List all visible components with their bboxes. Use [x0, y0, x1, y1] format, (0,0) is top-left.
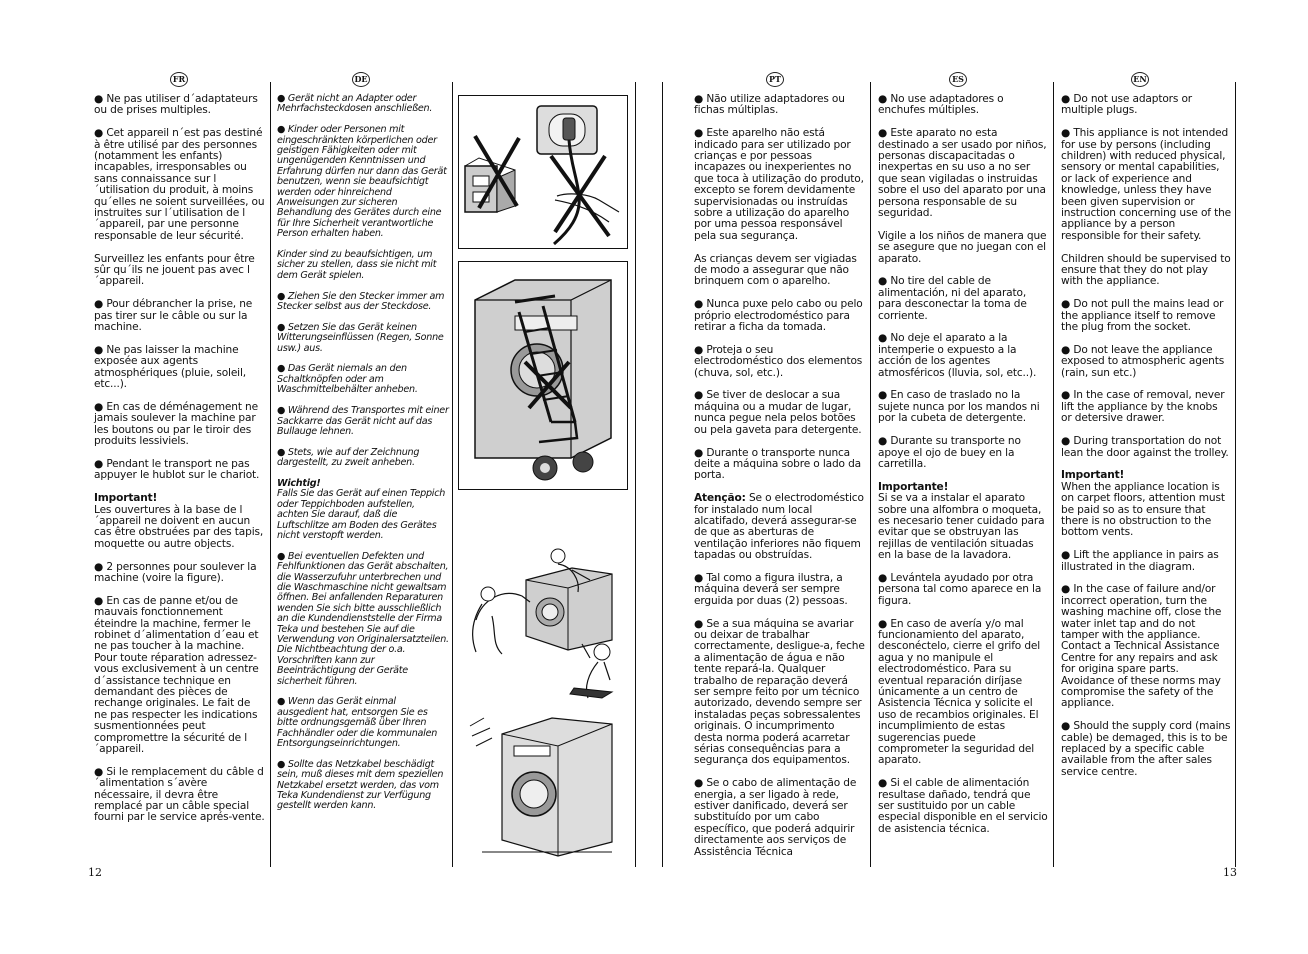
column-divider	[870, 82, 871, 867]
instruction-paragraph	[878, 436, 1048, 470]
paragraph-text: Bei eventuellen Defekten und Fehlfunktionen das Gerät abschalten, die Wasserzufuhr unterbrechen und die Waschmaschine nicht gewaltsam öffnen. Bei anfallenden Reparaturen wenden Sie sich bitte ausschließlich an die Kundendienststelle der Firma Teka und bestehen Sie auf die Verwendung von Originalersatzteilen. Die Nichtbeachtung der o.a. Vorschriften kann zur Beeinträchtigung der Geräte sicherheit führen.	[277, 550, 449, 687]
paragraph-text: Proteja o seu electrodoméstico dos elementos (chuva, sol, etc.).	[694, 343, 863, 379]
paragraph-text: En caso de traslado no la sujete nunca por los mandos ni por la cubeta de detergente.	[878, 389, 1040, 425]
paragraph-text: In the case of failure and/or incorrect operation, turn the washing machine off, close the water inlet tap and do not tamper with the appliance. Contact a Technical Assistance Centre for any repairs and ask for origina spare parts. Avoidance of these norms may compromise the safety of the appliance.	[1061, 583, 1222, 710]
instruction-paragraph	[878, 778, 1048, 835]
paragraph-text: Kinder sind zu beaufsichtigen, um sicher zu stellen, dass sie nicht mit dem Gerät spielen.	[277, 249, 437, 281]
instruction-paragraph	[277, 323, 449, 354]
spanish-column	[878, 94, 1048, 847]
language-badge-es: ES	[949, 72, 967, 87]
paragraph-text: Se o electrodoméstico for instalado num local alcatifado, deverá assegurar-se de que as aberturas de ventilação inferiores não fiquem tapadas ou obstruídas.	[694, 492, 864, 562]
paragraph-text: Tal como a figura ilustra, a máquina deverá ser sempre erguida por duas (2) pessoas.	[694, 571, 848, 607]
important-heading: Important!	[1061, 469, 1125, 482]
instruction-paragraph	[277, 250, 449, 281]
page-number-left: 12	[88, 866, 102, 879]
instruction-paragraph	[277, 479, 449, 541]
paragraph-text: Les ouvertures à la base de l´appareil ne doivent en aucun cas être obstruées par des tapis, moquette ou autre objects.	[94, 503, 264, 550]
instruction-paragraph	[277, 125, 449, 239]
instruction-paragraph	[94, 299, 266, 333]
paragraph-text: During transportation do not lean the door against the trolley.	[1061, 435, 1229, 459]
instruction-paragraph	[94, 493, 266, 550]
english-column	[1061, 94, 1231, 790]
french-column	[94, 94, 266, 835]
instruction-paragraph	[878, 231, 1048, 265]
instruction-paragraph	[878, 619, 1048, 767]
paragraph-text: Se o cabo de alimentação de energia, a ser ligado à rede, estiver danificado, deverá ser substituído por um cabo específico, que poderá adquirir directamente aos serviços de Assistência Técnica	[694, 777, 857, 858]
paragraph-text: Stets, wie auf der Zeichnung dargestellt, zu zweit anheben.	[277, 446, 420, 469]
instruction-paragraph	[878, 276, 1048, 322]
instruction-paragraph	[694, 619, 865, 767]
paragraph-text: 2 personnes pour soulever la machine (voire la figure).	[94, 560, 257, 584]
paragraph-text: Pendant le transport ne pas appuyer le hublot sur le chariot.	[94, 457, 260, 482]
language-badge-en: EN	[1131, 72, 1149, 87]
instruction-paragraph	[1061, 254, 1231, 288]
instruction-paragraph	[1061, 94, 1231, 117]
paragraph-text: No tire del cable de alimentación, ni del aparato, para desconectar la toma de corriente.	[878, 275, 1027, 322]
language-badge-de: DE	[352, 72, 370, 87]
paragraph-text: Setzen Sie das Gerät keinen Witterungseinflüssen (Regen, Sonne usw.) aus.	[277, 321, 444, 354]
paragraph-text: Falls Sie das Gerät auf einen Teppich oder Teppichboden aufstellen, achten Sie darauf, daß die Luftschlitze am Boden des Gerätes nicht verstopft werden.	[277, 488, 446, 541]
instruction-paragraph	[694, 778, 865, 858]
instruction-paragraph	[94, 345, 266, 391]
instruction-paragraph	[694, 94, 865, 117]
paragraph-text: En cas de déménagement ne jamais soulever la machine par les boutons ou par le tiroir des produits lessiviels.	[94, 400, 258, 448]
important-heading: Important!	[94, 492, 158, 505]
german-column	[277, 94, 449, 822]
instruction-paragraph	[878, 333, 1048, 379]
paragraph-text: Se tiver de deslocar a sua máquina ou a mudar de lugar, nunca pegue nela pelos botões ou pela gaveta para detergente.	[694, 389, 862, 436]
important-heading: Wichtig!	[277, 477, 321, 489]
instruction-paragraph	[694, 128, 865, 242]
page-divider	[662, 82, 663, 867]
instruction-paragraph	[878, 390, 1048, 424]
paragraph-text: Levántela ayudado por otra persona tal como aparece en la figura.	[878, 571, 1042, 607]
instruction-paragraph	[277, 448, 449, 469]
instruction-paragraph	[694, 573, 865, 607]
paragraph-text: Sollte das Netzkabel beschädigt sein, muß dieses mit dem speziellen Netzkabel ersetzt werden, das vom Teka Kundendienst zur Verfügung gestellt werden kann.	[277, 758, 444, 812]
paragraph-text: This appliance is not intended for use by persons (including children) with reduced physical, sensory or mental capabilities, or lack of experience and knowledge, unless they have been given supervision or instruction concerning use of the appliance by a person responsible for their safety.	[1061, 127, 1232, 242]
paragraph-text: Ne pas laisser la machine exposée aux agents atmosphériques (pluie, soleil, etc...).	[94, 343, 246, 391]
important-heading: Importante!	[878, 480, 949, 493]
paragraph-text: Während des Transportes mit einer Sackkarre das Gerät nicht auf das Bullauge lehnen.	[277, 405, 449, 437]
instruction-paragraph	[277, 406, 449, 437]
paragraph-text: Este aparelho não está indicado para ser utilizado por crianças e por pessoas incapazes ou inexperientes no que toca à utilização do produto, excepto se forem devidamente supervisionadas ou instruídas sobre a utilização do aparelho por uma pessoa responsável pela sua segurança.	[694, 127, 864, 242]
figure-plug-adapter	[458, 95, 628, 249]
instruction-paragraph	[1061, 721, 1231, 778]
paragraph-text: No deje el aparato a la intemperie o expuesto a la acción de los agentes atmosféricos (lluvia, sol, etc..).	[878, 332, 1037, 379]
instruction-paragraph	[694, 390, 865, 436]
paragraph-text: In the case of removal, never lift the appliance by the knobs or detersive drawer.	[1061, 389, 1225, 425]
instruction-paragraph	[1061, 299, 1231, 333]
paragraph-text: En cas de panne et/ou de mauvais fonctionnement éteindre la machine, fermer le robinet d´alimentation d´eau et ne pas toucher à la machine. Pour toute réparation adressez-vous exclusivement à un centre d´assistance technique en demandant des pièces de rechange originales. Le fait de ne pas respecter les indications susmentionnées peut compromettre la sécurité de l´appareil.	[94, 594, 259, 756]
portuguese-column	[694, 94, 865, 869]
instruction-paragraph	[694, 254, 865, 288]
instruction-paragraph	[94, 459, 266, 482]
language-badge-fr: FR	[170, 72, 188, 87]
instruction-paragraph	[94, 767, 266, 824]
paragraph-text: Wenn das Gerät einmal ausgedient hat, entsorgen Sie es bitte ordnungsgemäß über Ihren Fachhändler oder die kommunalen Entsorgungseinrichtungen.	[277, 696, 438, 750]
instruction-paragraph	[1061, 128, 1231, 242]
paragraph-text: Este aparato no esta destinado a ser usado por niños, personas discapacitadas o inexpertas en su uso a no ser que sean vigiladas o instruidas sobre el uso del aparato por una persona responsable de su seguridad.	[878, 127, 1047, 220]
instruction-paragraph	[878, 482, 1048, 562]
instruction-paragraph	[878, 128, 1048, 219]
assistance-illustration	[462, 634, 630, 864]
instruction-paragraph	[694, 493, 865, 561]
instruction-paragraph	[878, 573, 1048, 607]
column-divider	[270, 82, 271, 867]
instruction-paragraph	[94, 128, 266, 242]
paragraph-text: Vigile a los niños de manera que se asegure que no juegan con el aparato.	[878, 229, 1047, 265]
instruction-paragraph	[277, 94, 449, 115]
paragraph-text: Ne pas utiliser d´adaptateurs ou de prises multiples.	[94, 93, 258, 117]
paragraph-text: Cet appareil n´est pas destiné à être utilisé par des personnes (notamment les enfants) incapables, irresponsables ou sans connaissance sur l´utilisation du produit, à moins qu´elles ne soient surveillées, ou instruites sur l´utilisation de l´appareil, par une personne responsable de leur sécurité.	[94, 127, 265, 242]
instruction-paragraph	[694, 345, 865, 379]
paragraph-text: Kinder oder Personen mit eingeschränkten körperlichen oder geistigen Fähigkeiten oder mit ungenügenden Kenntnissen und Erfahrung dürfen nur dann das Gerät benutzen, wenn sie beaufsichtigt werden oder hinreichend Anweisungen zur sicheren Behandlung des Gerätes durch eine für Ihre Sicherheit verantwortliche Person erhalten haben.	[277, 124, 447, 240]
paragraph-text: Surveillez les enfants pour être sûr qu´ils ne jouent pas avec l´appareil.	[94, 252, 255, 288]
paragraph-text: Si el cable de alimentación resultase dañado, tendrá que ser sustituido por un cable especial disponible en el servicio de asistencia técnica.	[878, 777, 1048, 835]
column-divider	[1053, 82, 1054, 867]
paragraph-text: Não utilize adaptadores ou fichas múltiplas.	[694, 93, 845, 117]
paragraph-text: Nunca puxe pelo cabo ou pelo próprio electrodoméstico para retirar a ficha da tomada.	[694, 298, 863, 334]
instruction-paragraph	[277, 697, 449, 749]
paragraph-text: Durante o transporte nunca deite a máquina sobre o lado da porta.	[694, 446, 862, 482]
language-badge-pt: PT	[766, 72, 784, 87]
paragraph-text: Si se va a instalar el aparato sobre una alfombra o moqueta, es necesario tener cuidado para evitar que se obstruyan las rejillas de ventilación situadas en la base de la lavadora.	[878, 492, 1045, 562]
important-heading: Atenção:	[694, 492, 746, 505]
page-number-right: 13	[1223, 866, 1237, 879]
trolley-illustration	[459, 262, 627, 489]
instruction-paragraph	[94, 596, 266, 756]
instruction-paragraph	[694, 448, 865, 482]
instruction-paragraph	[1061, 550, 1231, 573]
figure-technical-assistance	[462, 634, 630, 864]
instruction-paragraph	[277, 552, 449, 687]
column-divider	[1235, 82, 1236, 867]
paragraph-text: When the appliance location is on carpet floors, attention must be paid so as to ensure that there is no obstruction to the bottom vents.	[1061, 480, 1225, 539]
figure-trolley	[458, 261, 628, 490]
paragraph-text: As crianças devem ser vigiadas de modo a assegurar que não brinquem com o aparelho.	[694, 252, 857, 288]
instruction-paragraph	[94, 94, 266, 117]
instruction-paragraph	[277, 364, 449, 395]
instruction-paragraph	[94, 254, 266, 288]
column-divider	[452, 82, 453, 867]
paragraph-text: Pour débrancher la prise, ne pas tirer sur le câble ou sur la machine.	[94, 298, 253, 334]
instruction-paragraph	[1061, 584, 1231, 709]
paragraph-text: Gerät nicht an Adapter oder Mehrfachsteckdosen anschließen.	[277, 93, 433, 115]
paragraph-text: Children should be supervised to ensure that they do not play with the appliance.	[1061, 252, 1231, 288]
paragraph-text: Should the supply cord (mains cable) be demaged, this is to be replaced by a specific cable available from the after sales service centre.	[1061, 720, 1231, 778]
paragraph-text: Do not use adaptors or multiple plugs.	[1061, 93, 1193, 117]
instruction-paragraph	[694, 299, 865, 333]
paragraph-text: Do not pull the mains lead or the appliance itself to remove the plug from the socket.	[1061, 298, 1224, 334]
paragraph-text: Do not leave the appliance exposed to atmospheric agents (rain, sun etc.)	[1061, 343, 1225, 379]
plug-adapter-illustration	[459, 96, 627, 248]
paragraph-text: No use adaptadores o enchufes múltiples.	[878, 93, 1004, 117]
page-divider	[635, 82, 636, 867]
instruction-paragraph	[1061, 345, 1231, 379]
instruction-paragraph	[1061, 470, 1231, 538]
paragraph-text: Se a sua máquina se avariar ou deixar de trabalhar correctamente, desligue-a, feche a alimentação de água e não tente repará-la. Qualquer trabalho de reparação deverá ser sempre feito por um técnico autorizado, devendo sempre ser instaladas peças sobressalentes originais. O incumprimento desta norma poderá acarretar sérias consequências para a segurança dos equipamentos.	[694, 617, 865, 767]
paragraph-text: Das Gerät niemals an den Schaltknöpfen oder am Waschmittelbehälter anheben.	[277, 363, 418, 396]
instruction-paragraph	[1061, 436, 1231, 459]
paragraph-text: Si le remplacement du câble d´alimentation s´avère nécessaire, il devra être remplacé par un câble special fourni par le service aprés-vente.	[94, 765, 265, 824]
paragraph-text: Ziehen Sie den Stecker immer am Stecker selbst aus der Steckdose.	[277, 290, 445, 313]
instruction-paragraph	[1061, 390, 1231, 424]
instruction-paragraph	[94, 402, 266, 448]
paragraph-text: Lift the appliance in pairs as illustrated in the diagram.	[1061, 549, 1219, 573]
instruction-paragraph	[878, 94, 1048, 117]
instruction-paragraph	[277, 760, 449, 812]
paragraph-text: En caso de avería y/o mal funcionamiento del aparato, desconéctelo, cierre el grifo del agua y no manipule el electrodoméstico. Para su eventual reparación diríjase únicamente a un centro de Asistencia Técnica y solicite el uso de recambios originales. El incumplimiento de estas sugerencias puede comprometer la seguridad del aparato.	[878, 617, 1041, 767]
paragraph-text: Durante su transporte no apoye el ojo de buey en la carretilla.	[878, 435, 1021, 470]
instruction-paragraph	[277, 292, 449, 313]
instruction-paragraph	[94, 562, 266, 585]
